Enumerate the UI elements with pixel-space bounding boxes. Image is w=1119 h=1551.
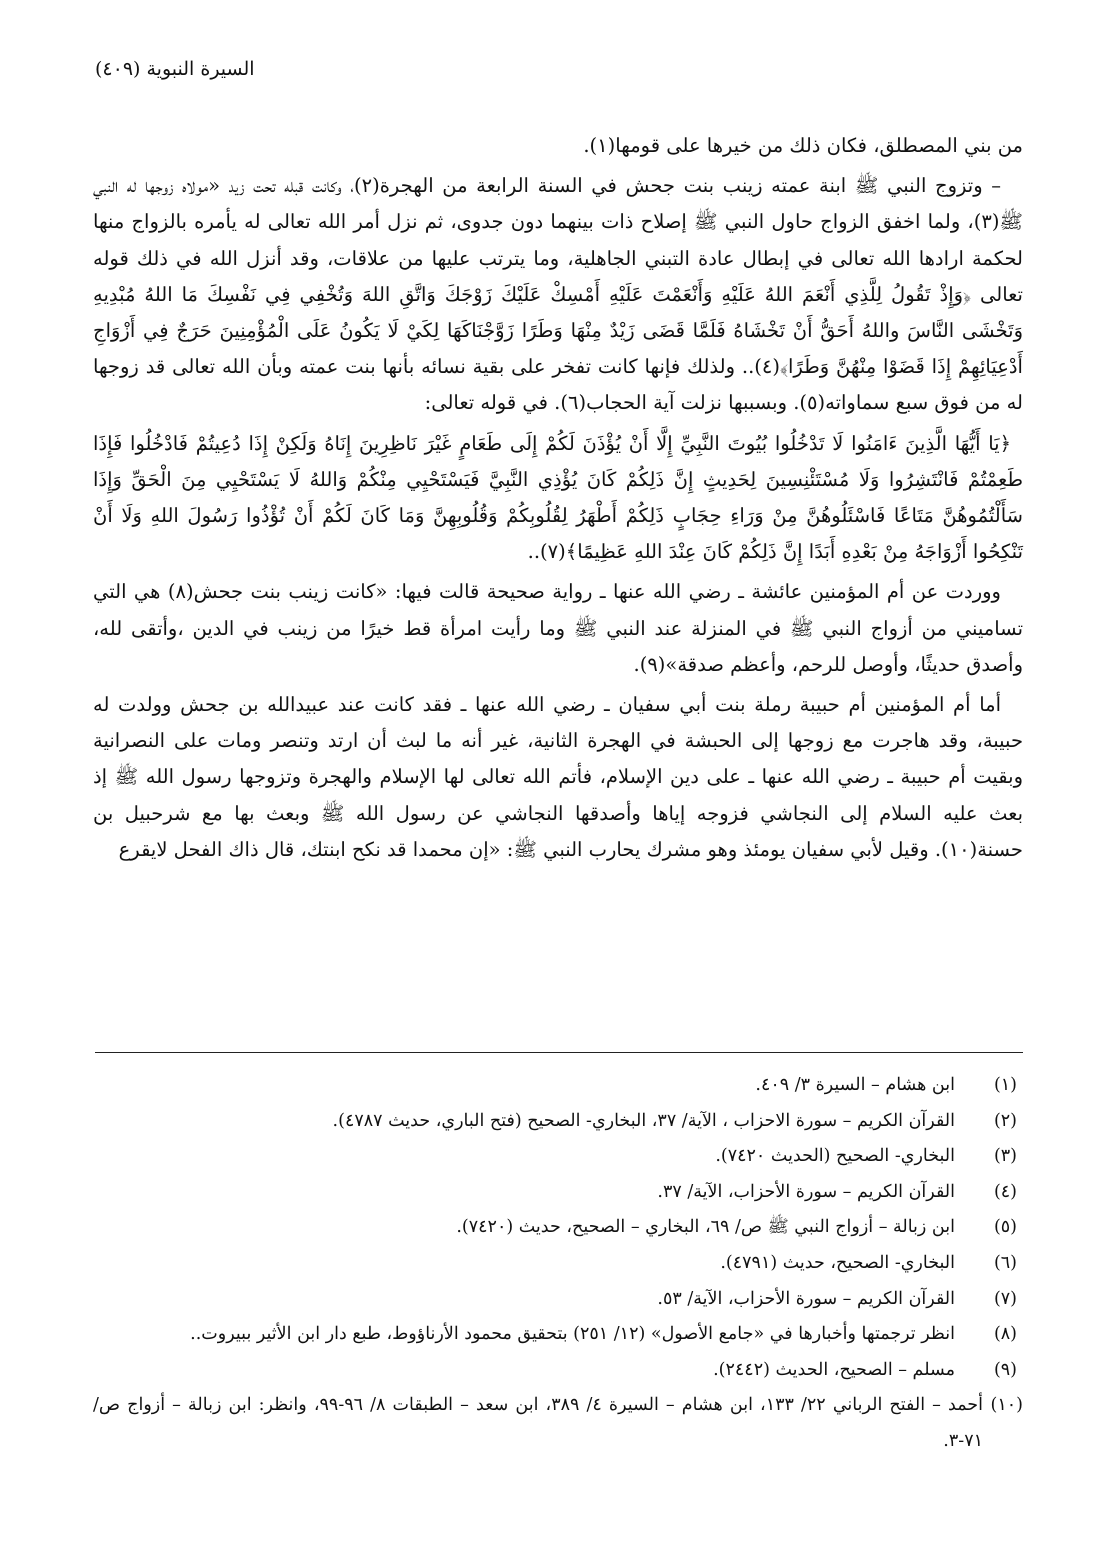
footnote-text: البخاري- الصحيح، حديث (٤٧٩١).: [720, 1252, 955, 1273]
footnote-separator: [95, 1052, 1023, 1053]
paragraph: أما أم المؤمنين أم حبيبة رملة بنت أبي سفيان ـ رضي الله عنها ـ فقد كانت عند عبيدالله بن جحش وولدت له حبيبة، وقد هاجرت مع زوجها إلى الحبشة في الهجرة الثانية، غير أنه ما لبث أن ارتد وتنصر ومات على النصرانية وبقيت أم حبيبة ـ رضي الله عنها ـ على دين الإسلام، فأتم الله تعالى لها الإسلام والهجرة وتزوجها رسول الله ﷺ إذ بعث عليه السلام إلى النجاشي فزوجه إياها وأصدقها النجاشي عن رسول الله ﷺ وبعث بها مع شرحبيل بن حسنة(١٠). وقيل لأبي سفيان يومئذ وهو مشرك يحارب النبي ﷺ: «إن محمدا قد نكح ابنتك، قال ذاك الفحل لايقرع: [93, 693, 1023, 861]
footnote-number: (٨): [993, 1324, 1017, 1345]
footnote-text: أحمد – الفتح الرباني ٢٢/ ١٣٣، ابن هشام – السيرة ٤/ ٣٨٩، ابن سعد – الطبقات ٨/ ٩٦-٩٩، وانظر: ابن زبالة – أزواج ص/ ٧١-٣.: [93, 1395, 983, 1451]
footnotes: [93, 1068, 1023, 1460]
paragraph: – وتزوج النبي ﷺ ابنة عمته زينب بنت جحش في السنة الرابعة من الهجرة(٢)، وكانت قبله تحت زيد «مولاه زوجها له النبي ﷺ(٣)، ولما اخفق الزواج حاول النبي ﷺ إصلاح ذات بينهما دون جدوى، ثم نزل أمر الله تعالى له يأمره بالزواج منها لحكمة ارادها الله تعالى في إبطال عادة التبني الجاهلية، وما يترتب عليها من علاقات، وقد أنزل الله في ذلك قوله تعالى ﴿وَإِذْ تَقُولُ لِلَّذِي أَنْعَمَ اللهُ عَلَيْهِ وَأَنْعَمْتَ عَلَيْهِ أَمْسِكْ عَلَيْكَ زَوْجَكَ وَاتَّقِ اللهَ وَتُخْفِي فِي نَفْسِكَ مَا اللهُ مُبْدِيهِ وَتَخْشَى النَّاسَ واللهُ أَحَقُّ أَنْ تَخْشَاهُ فَلَمَّا قَضَى زَيْدٌ مِنْهَا وَطَرًا زَوَّجْنَاكَهَا لِكَيْ لَا يَكُونُ عَلَى الْمُؤْمِنِينَ حَرَجٌ فِي أَزْوَاجِ أَدْعِيَائِهِمْ إِذَا قَضَوْا مِنْهُنَّ وَطَرًا﴾(٤).. ولذلك فإنها كانت تفخر على بقية نسائه بأنها بنت عمته وبأن الله تعالى قد زوجها له من فوق سبع سماواته(٥). وبسببها نزلت آية الحجاب(٦). في قوله تعالى:: [93, 174, 1023, 415]
footnote-number: (١): [993, 1075, 1017, 1095]
footnote-text: القرآن الكريم – سورة الأحزاب، الآية/ ٣٧.: [657, 1181, 955, 1202]
footnote: [93, 1388, 1023, 1459]
footnote-number: (٥): [993, 1217, 1017, 1238]
footnote: [93, 1282, 1023, 1318]
footnote-text: انظر ترجمتها وأخبارها في «جامع الأصول» (١٢/ ٢٥١) بتحقيق محمود الأرناؤوط، طبع دار ابن الأثير ببيروت..: [190, 1324, 955, 1345]
footnote-number: (٦): [993, 1252, 1017, 1273]
footnote-number: (٢): [993, 1110, 1017, 1131]
footnote-number: (٩): [993, 1359, 1017, 1380]
footnote: [93, 1246, 1023, 1282]
footnote: [93, 1317, 1023, 1353]
footnote-number: (٤): [993, 1181, 1017, 1202]
main-text: [93, 128, 1023, 872]
paragraph: من بني المصطلق، فكان ذلك من خيرها على قومها(١).: [583, 134, 1023, 157]
footnote-text: القرآن الكريم – سورة الأحزاب، الآية/ ٥٣.: [657, 1288, 955, 1309]
footnote-number: (٣): [993, 1146, 1017, 1167]
footnote: [93, 1353, 1023, 1389]
footnote-text: مسلم – الصحيح، الحديث (٢٤٤٢).: [713, 1359, 955, 1380]
footnote-text: ابن زبالة – أزواج النبي ﷺ ص/ ٦٩، البخاري – الصحيح، حديث (٧٤٢٠).: [456, 1217, 955, 1238]
footnote: [93, 1175, 1023, 1211]
footnote-number: (١٠): [990, 1395, 1023, 1416]
footnote-text: البخاري- الصحيح (الحديث ٧٤٢٠).: [715, 1146, 955, 1167]
footnote-number: (٧): [993, 1288, 1017, 1309]
running-header: السيرة النبوية (٤٠٩): [95, 58, 255, 80]
footnote: [93, 1139, 1023, 1175]
footnote-text: ابن هشام – السيرة ٣/ ٤٠٩.: [755, 1075, 955, 1095]
footnote-text: القرآن الكريم – سورة الاحزاب ، الآية/ ٣٧، البخاري- الصحيح (فتح الباري، حديث ٤٧٨٧).: [332, 1110, 955, 1131]
footnote: [93, 1068, 1023, 1104]
footnote: [93, 1210, 1023, 1246]
footnote: [93, 1104, 1023, 1140]
quran-verse-block: ﴿يَا أَيُّهَا الَّذِينَ ءَامَنُوا لَا تَدْخُلُوا بُيُوتَ النَّبِيِّ إِلَّا أَنْ يُؤْذَنَ لَكُمْ إِلَى طَعَامٍ غَيْرَ نَاظِرِينَ إِنَاهُ وَلَكِنْ إِذَا دُعِيتُمْ فَادْخُلُوا فَإِذَا طَعِمْتُمْ فَانْتَشِرُوا وَلَا مُسْتَئْنِسِينَ لِحَدِيثٍ إِنَّ ذَلِكُمْ كَانَ يُؤْذِي النَّبِيَّ فَيَسْتَحْيِي مِنْكُمْ وَاللهُ لَا يَسْتَحْيِي مِنَ الْحَقِّ وَإِذَا سَأَلْتُمُوهُنَّ مَتَاعًا فَاسْئَلُوهُنَّ مِنْ وَرَاءِ حِجَابٍ ذَلِكُمْ أَطْهَرُ لِقُلُوبِكُمْ وَقُلُوبِهِنَّ وَمَا كَانَ لَكُمْ أَنْ تُؤْذُوا رَسُولَ اللهِ وَلَا أَنْ تَنْكِحُوا أَزْوَاجَهُ مِنْ بَعْدِهِ أَبَدًا إِنَّ ذَلِكُمْ كَانَ عِنْدَ اللهِ عَظِيمًا﴾(٧)..: [93, 431, 1023, 564]
paragraph: ووردت عن أم المؤمنين عائشة ـ رضي الله عنها ـ رواية صحيحة قالت فيها: «كانت زينب بنت جحش(٨) هي التي تساميني من أزواج النبي ﷺ في المنزلة عند النبي ﷺ وما رأيت امرأة قط خيرًا من زينب في الدين ،وأتقى لله، وأصدق حديثًا، وأوصل للرحم، وأعظم صدقة»(٩).: [93, 580, 1023, 676]
